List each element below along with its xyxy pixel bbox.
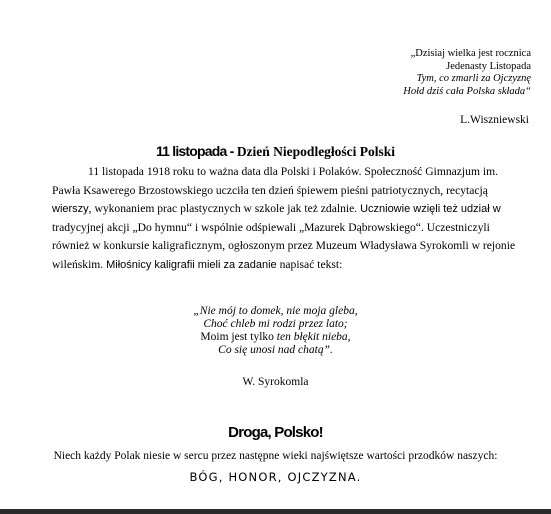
paragraph-text: tradycyjnej akcji „Do hymnu“ i wspólnie odśpiewali „Mazurek Dąbrowskiego“. Uczestniczyli również w konkursie kaligraficznym, ogłoszonym przez Muzeum Władysława Syrokomli w rejonie wileńskim. (52, 220, 516, 271)
poem-line-part: Moim jest tylko (200, 331, 274, 343)
paragraph-text: Miłośnicy kaligrafii mieli za zadanie (106, 258, 277, 271)
epigraph-line: Tym, co zmarli za Ojczyznę (416, 73, 531, 84)
paragraph-text: Uczniowie wzięli też udział w (360, 203, 501, 215)
closing-text: Niech każdy Polak niesie w sercu przez następne wieki najświętsze wartości przodków naszych: (53, 450, 498, 462)
epigraph-author: L.Wiszniewski (460, 114, 529, 126)
closing-heading: Droga, Polsko! (228, 424, 323, 441)
article-paragraph (52, 163, 520, 274)
poem-line: „Nie mój to domek, nie moja gleba, (193, 305, 358, 317)
epigraph-line: Hołd dziś cała Polska składa“ (403, 85, 531, 97)
title-text: Dzień Niepodległości Polski (233, 144, 396, 159)
paragraph-text: , wykonaniem prac plastycznych w szkole jak też zdalnie. (88, 202, 361, 215)
poem-line-part: ten błękit nieba, (273, 331, 351, 343)
epigraph-line: Jedenasty Listopada (446, 60, 531, 72)
epigraph-line: „Dzisiaj wielka jest rocznica (410, 48, 531, 59)
paragraph-text: napisać tekst: (276, 257, 343, 271)
bottom-border (0, 509, 551, 514)
epigraph (403, 48, 531, 98)
paragraph-text: 11 listopada 1918 roku to ważna data dla Polski i Polaków. Społeczność Gimnazjum im. Pawła Ksawerego Brzostowskiego uczciła ten dzień śpiewem pieśni patriotycznych, recytacją (52, 165, 499, 197)
page-title (0, 143, 551, 160)
paragraph-text: wierszy (52, 203, 89, 215)
poem-line: Co się unosi nad chatą”. (218, 344, 333, 356)
poem (0, 305, 551, 357)
poem-author: W. Syrokomla (242, 376, 309, 388)
title-date: 11 listopada - (155, 143, 234, 159)
poem-line: Choć chleb mi rodzi przez lato; (203, 318, 348, 330)
poem-line (0, 331, 551, 344)
closing-motto: BÓG, HONOR, OJCZYZNA. (189, 470, 362, 484)
